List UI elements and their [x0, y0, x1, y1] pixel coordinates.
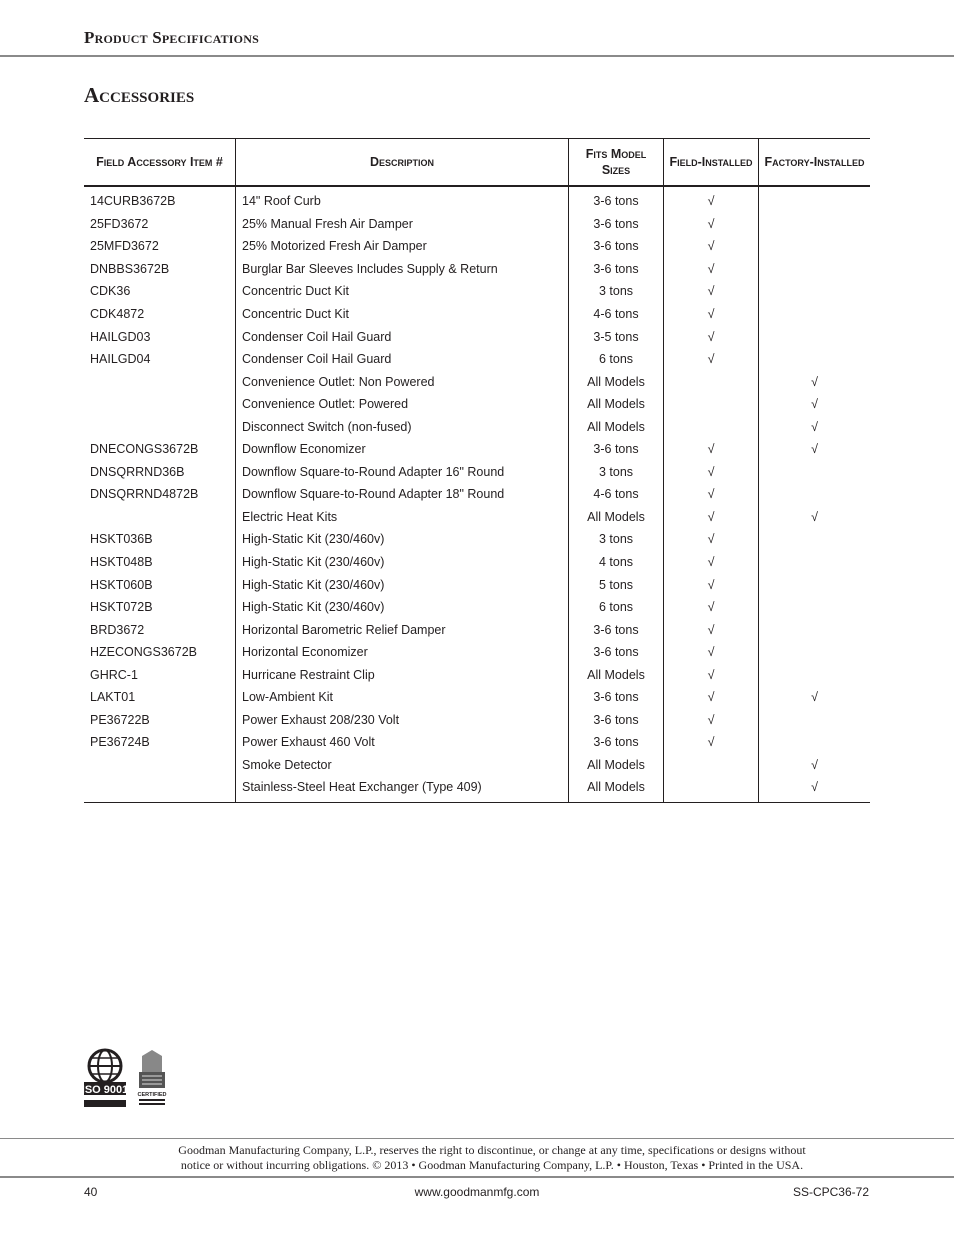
factory-installed-cell: [759, 709, 871, 732]
item-number-cell: DNECONGS3672B: [90, 442, 199, 457]
fits-model-sizes-cell: 5 tons: [569, 573, 664, 596]
field-installed-cell: √: [664, 709, 759, 732]
description-cell: High-Static Kit (230/460v): [236, 596, 569, 619]
column-header-fits: Fits Model Sizes: [569, 139, 664, 187]
footer-divider-top: [0, 1138, 954, 1139]
factory-installed-cell: [759, 186, 871, 213]
item-number-cell: [84, 370, 236, 393]
factory-installed-cell: √: [759, 776, 871, 802]
table-row: [84, 506, 870, 529]
description-cell: Horizontal Barometric Relief Damper: [236, 618, 569, 641]
table-row: [84, 461, 870, 484]
factory-installed-cell: √: [759, 686, 871, 709]
item-number-cell: BRD3672: [90, 622, 145, 637]
table-header-row: [84, 139, 870, 187]
item-number-cell: HSKT036B: [90, 532, 153, 547]
table-row: [84, 573, 870, 596]
fits-model-sizes-cell: All Models: [569, 370, 664, 393]
table-row: [84, 393, 870, 416]
item-number-cell: HSKT060B: [90, 577, 153, 592]
description-cell: Stainless-Steel Heat Exchanger (Type 409): [236, 776, 569, 802]
description-cell: Downflow Square-to-Round Adapter 16" Round: [236, 461, 569, 484]
table-body: [84, 186, 870, 802]
field-installed-cell: √: [664, 303, 759, 326]
factory-installed-cell: [759, 348, 871, 371]
item-number-cell: PE36724B: [90, 735, 150, 750]
table-row: [84, 731, 870, 754]
factory-installed-cell: √: [759, 506, 871, 529]
disclaimer-line-2: notice or without incurring obligations. © 2013 • Goodman Manufacturing Company, L.P. • Houston, Texas • Printed in the USA.: [180, 1158, 804, 1172]
table-row: [84, 303, 870, 326]
document-id: SS-CPC36-72: [792, 1185, 869, 1199]
description-cell: Power Exhaust 460 Volt: [236, 731, 569, 754]
field-installed-cell: √: [664, 663, 759, 686]
section-title: Accessories: [84, 83, 195, 107]
table-row: [84, 370, 870, 393]
table-row: [84, 280, 870, 303]
description-cell: High-Static Kit (230/460v): [236, 573, 569, 596]
factory-installed-cell: [759, 213, 871, 236]
fits-model-sizes-cell: 6 tons: [569, 348, 664, 371]
factory-installed-cell: [759, 483, 871, 506]
field-installed-cell: √: [664, 686, 759, 709]
item-number-cell: HAILGD03: [90, 329, 151, 344]
disclaimer-line-1: Goodman Manufacturing Company, L.P., reserves the right to discontinue, or change at any time, specifications or designs without: [178, 1143, 806, 1157]
item-number-cell: DNBBS3672B: [90, 261, 170, 276]
factory-installed-cell: √: [759, 438, 871, 461]
page-number: 40: [84, 1185, 98, 1199]
fits-model-sizes-cell: 3 tons: [569, 528, 664, 551]
fits-model-sizes-cell: 3-5 tons: [569, 325, 664, 348]
description-cell: Low-Ambient Kit: [236, 686, 569, 709]
table-row: [84, 483, 870, 506]
table-row: [84, 438, 870, 461]
fits-model-sizes-cell: 3-6 tons: [569, 186, 664, 213]
header-divider: [0, 55, 954, 57]
item-number-cell: DNSQRRND36B: [90, 464, 185, 479]
fits-model-sizes-cell: 4-6 tons: [569, 303, 664, 326]
field-installed-cell: [664, 776, 759, 802]
fits-model-sizes-cell: All Models: [569, 393, 664, 416]
fits-model-sizes-cell: 3-6 tons: [569, 731, 664, 754]
table-row: [84, 551, 870, 574]
factory-installed-cell: [759, 280, 871, 303]
item-number-cell: 25MFD3672: [90, 239, 159, 254]
field-installed-cell: √: [664, 235, 759, 258]
field-installed-cell: √: [664, 618, 759, 641]
item-number-cell: HZECONGS3672B: [90, 645, 197, 660]
page-header-title: Product Specifications: [84, 28, 259, 47]
table-row: [84, 596, 870, 619]
factory-installed-cell: [759, 731, 871, 754]
factory-installed-cell: √: [759, 370, 871, 393]
field-installed-cell: √: [664, 641, 759, 664]
factory-installed-cell: √: [759, 393, 871, 416]
description-cell: Electric Heat Kits: [236, 506, 569, 529]
description-cell: Convenience Outlet: Non Powered: [236, 370, 569, 393]
table-row: [84, 663, 870, 686]
description-cell: Hurricane Restraint Clip: [236, 663, 569, 686]
item-number-cell: PE36722B: [90, 712, 150, 727]
column-header-factory-installed: Factory-Installed: [759, 139, 871, 187]
item-number-cell: 14CURB3672B: [90, 194, 176, 209]
field-installed-cell: √: [664, 186, 759, 213]
item-number-cell: [84, 506, 236, 529]
field-installed-cell: √: [664, 213, 759, 236]
column-header-field-installed: Field-Installed: [664, 139, 759, 187]
table-row: [84, 754, 870, 777]
field-installed-cell: √: [664, 573, 759, 596]
item-number-cell: HAILGD04: [90, 352, 151, 367]
table-row: [84, 325, 870, 348]
description-cell: High-Static Kit (230/460v): [236, 528, 569, 551]
table-row: [84, 528, 870, 551]
factory-installed-cell: [759, 618, 871, 641]
accessories-table: [84, 138, 870, 803]
fits-model-sizes-cell: 4 tons: [569, 551, 664, 574]
fits-model-sizes-cell: 3-6 tons: [569, 641, 664, 664]
fits-model-sizes-cell: 3 tons: [569, 461, 664, 484]
field-installed-cell: √: [664, 731, 759, 754]
description-cell: Concentric Duct Kit: [236, 280, 569, 303]
factory-installed-cell: [759, 258, 871, 281]
description-cell: 14" Roof Curb: [236, 186, 569, 213]
factory-installed-cell: [759, 461, 871, 484]
description-cell: 25% Manual Fresh Air Damper: [236, 213, 569, 236]
factory-installed-cell: [759, 641, 871, 664]
fits-model-sizes-cell: All Models: [569, 776, 664, 802]
item-number-cell: [84, 415, 236, 438]
table-row: [84, 186, 870, 213]
description-cell: High-Static Kit (230/460v): [236, 551, 569, 574]
table-row: [84, 618, 870, 641]
description-cell: Concentric Duct Kit: [236, 303, 569, 326]
field-installed-cell: [664, 754, 759, 777]
item-number-cell: [84, 754, 236, 777]
factory-installed-cell: [759, 573, 871, 596]
factory-installed-cell: [759, 303, 871, 326]
description-cell: Condenser Coil Hail Guard: [236, 348, 569, 371]
description-cell: Power Exhaust 208/230 Volt: [236, 709, 569, 732]
table-row: [84, 258, 870, 281]
description-cell: Smoke Detector: [236, 754, 569, 777]
field-installed-cell: √: [664, 596, 759, 619]
table-row: [84, 348, 870, 371]
table-row: [84, 641, 870, 664]
fits-model-sizes-cell: All Models: [569, 415, 664, 438]
fits-model-sizes-cell: 3-6 tons: [569, 213, 664, 236]
item-number-cell: GHRC-1: [90, 667, 138, 682]
table-row: [84, 776, 870, 802]
description-cell: Disconnect Switch (non-fused): [236, 415, 569, 438]
item-number-cell: CDK36: [90, 284, 131, 299]
item-number-cell: CDK4872: [90, 307, 145, 321]
description-cell: Convenience Outlet: Powered: [236, 393, 569, 416]
description-cell: Condenser Coil Hail Guard: [236, 325, 569, 348]
fits-model-sizes-cell: 3-6 tons: [569, 686, 664, 709]
item-number-cell: HSKT072B: [90, 600, 153, 615]
fits-model-sizes-cell: 4-6 tons: [569, 483, 664, 506]
item-number-cell: 25FD3672: [90, 216, 149, 231]
fits-model-sizes-cell: 3 tons: [569, 280, 664, 303]
description-cell: Burglar Bar Sleeves Includes Supply & Return: [236, 258, 569, 281]
factory-installed-cell: [759, 235, 871, 258]
field-installed-cell: [664, 370, 759, 393]
table-row: [84, 709, 870, 732]
fits-model-sizes-cell: 3-6 tons: [569, 258, 664, 281]
fits-model-sizes-cell: 3-6 tons: [569, 709, 664, 732]
footer-divider-bottom: [0, 1176, 954, 1178]
cert-logo-text: CERTIFIED: [137, 1092, 167, 1098]
field-installed-cell: √: [664, 348, 759, 371]
fits-model-sizes-cell: All Models: [569, 754, 664, 777]
iso-logo-text: ISO 9001: [84, 1084, 129, 1096]
footer-disclaimer: [0, 1143, 954, 1173]
field-installed-cell: [664, 393, 759, 416]
fits-model-sizes-cell: All Models: [569, 506, 664, 529]
factory-installed-cell: [759, 551, 871, 574]
field-installed-cell: √: [664, 461, 759, 484]
factory-installed-cell: [759, 325, 871, 348]
field-installed-cell: √: [664, 483, 759, 506]
field-installed-cell: √: [664, 551, 759, 574]
field-installed-cell: √: [664, 258, 759, 281]
table-row: [84, 686, 870, 709]
item-number-cell: LAKT01: [90, 690, 136, 705]
column-header-description: Description: [236, 139, 569, 187]
fits-model-sizes-cell: 6 tons: [569, 596, 664, 619]
description-cell: 25% Motorized Fresh Air Damper: [236, 235, 569, 258]
item-number-cell: HSKT048B: [90, 555, 153, 570]
iso-9001-logo: [84, 1048, 128, 1108]
factory-installed-cell: [759, 596, 871, 619]
table-row: [84, 415, 870, 438]
factory-installed-cell: √: [759, 415, 871, 438]
field-installed-cell: √: [664, 528, 759, 551]
certification-logos: [84, 1048, 174, 1108]
table-row: [84, 213, 870, 236]
item-number-cell: DNSQRRND4872B: [90, 487, 199, 502]
fits-model-sizes-cell: 3-6 tons: [569, 438, 664, 461]
fits-model-sizes-cell: 3-6 tons: [569, 618, 664, 641]
factory-installed-cell: [759, 663, 871, 686]
field-installed-cell: √: [664, 506, 759, 529]
item-number-cell: [84, 393, 236, 416]
fits-model-sizes-cell: 3-6 tons: [569, 235, 664, 258]
table-row: [84, 235, 870, 258]
column-header-item: Field Accessory Item #: [84, 139, 236, 187]
factory-installed-cell: [759, 528, 871, 551]
certified-ems-logo: [137, 1050, 166, 1105]
item-number-cell: [84, 776, 236, 802]
description-cell: Horizontal Economizer: [236, 641, 569, 664]
field-installed-cell: √: [664, 325, 759, 348]
fits-model-sizes-cell: All Models: [569, 663, 664, 686]
field-installed-cell: [664, 415, 759, 438]
factory-installed-cell: √: [759, 754, 871, 777]
description-cell: Downflow Square-to-Round Adapter 18" Round: [236, 483, 569, 506]
description-cell: Downflow Economizer: [236, 438, 569, 461]
field-installed-cell: √: [664, 280, 759, 303]
website-link[interactable]: www.goodmanmfg.com: [414, 1185, 540, 1199]
field-installed-cell: √: [664, 438, 759, 461]
